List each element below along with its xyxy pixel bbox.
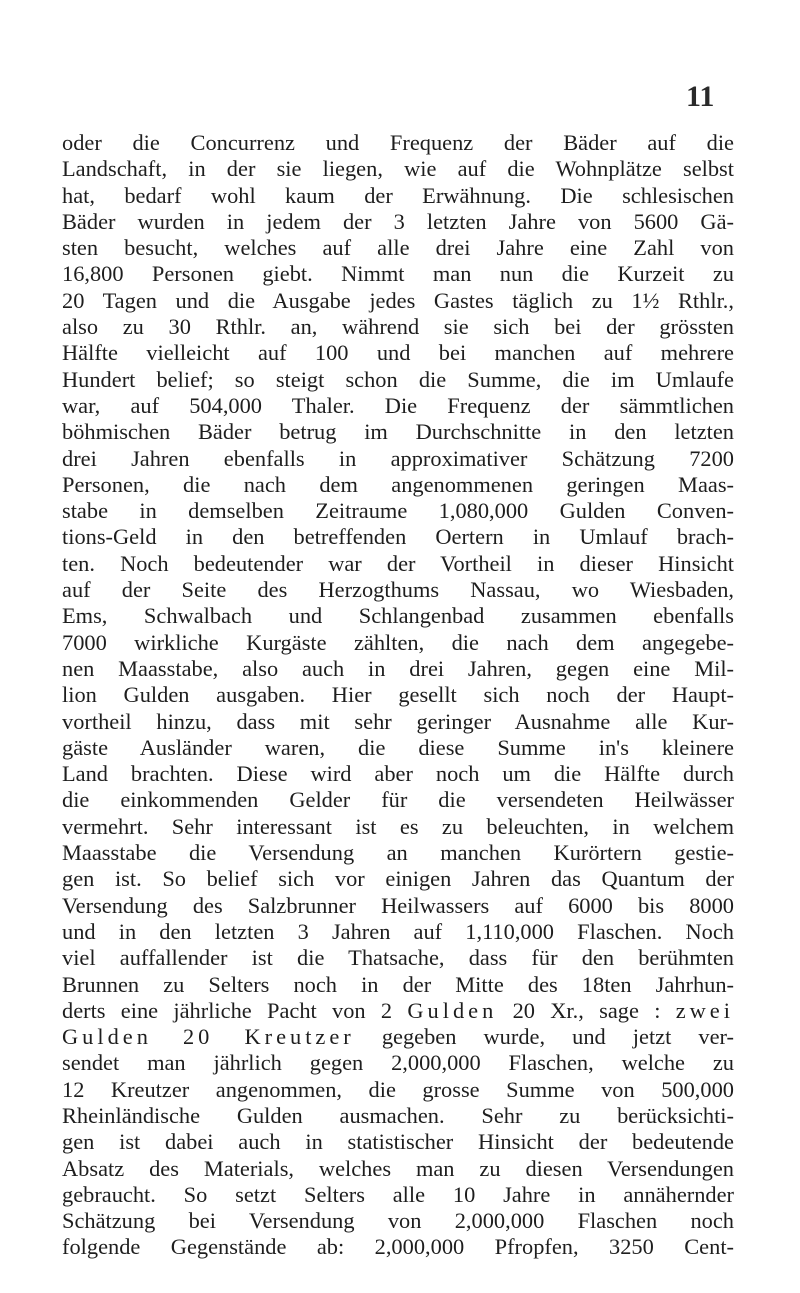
text-line: Maasstabe die Versendung an manchen Kurörtern gestie- (62, 840, 734, 866)
text-line: hat, bedarf wohl kaum der Erwähnung. Die schlesischen (62, 182, 734, 208)
text-line: stabe in demselben Zeitraume 1,080,000 Gulden Conven- (62, 498, 734, 524)
text-line: oder die Concurrenz und Frequenz der Bäder auf die (62, 130, 734, 155)
text-line: Land brachten. Diese wird aber noch um die Hälfte durch (62, 761, 734, 787)
spaced-text-segment: zwei (675, 997, 734, 1023)
text-line: Brunnen zu Selters noch in der Mitte des 18ten Jahrhun- (62, 971, 734, 997)
text-line: Absatz des Materials, welches man zu diesen Versendungen (62, 1155, 734, 1181)
text-line: sendet man jährlich gegen 2,000,000 Flaschen, welche zu (62, 1050, 734, 1076)
text-line: Hälfte vielleicht auf 100 und bei manchen auf mehrere (62, 340, 734, 366)
text-line: gen ist dabei auch in statistischer Hinsicht der bedeutende (62, 1129, 734, 1155)
text-line: die einkommenden Gelder für die versendeten Heilwässer (62, 787, 734, 813)
spaced-text-segment: Gulden 20 Kreutzer (62, 1024, 355, 1050)
text-line: sten besucht, welches auf alle drei Jahre eine Zahl von (62, 235, 734, 261)
text-line: folgende Gegenstände ab: 2,000,000 Pfropfen, 3250 Cent- (62, 1234, 734, 1260)
text-line: 20 Tagen und die Ausgabe jedes Gastes täglich zu 1½ Rthlr., (62, 287, 734, 313)
text-line: drei Jahren ebenfalls in approximativer Schätzung 7200 (62, 445, 734, 471)
text-line: Personen, die nach dem angenommenen geringen Maas- (62, 471, 734, 497)
text-line: Schätzung bei Versendung von 2,000,000 Flaschen noch (62, 1208, 734, 1234)
spaced-text-segment: Gulden (407, 997, 498, 1023)
text-segment: gegeben wurde, und jetzt ver- (354, 1024, 734, 1050)
text-line: 7000 wirkliche Kurgäste zählten, die nach dem angegebe- (62, 629, 734, 655)
text-line: gäste Ausländer waren, die diese Summe in's kleinere (62, 734, 734, 760)
text-line: gen ist. So belief sich vor einigen Jahren das Quantum der (62, 866, 734, 892)
text-line: Landschaft, in der sie liegen, wie auf die Wohnplätze selbst (62, 156, 734, 182)
text-line: nen Maasstabe, also auch in drei Jahren, gegen eine Mil- (62, 655, 734, 681)
text-line: viel auffallender ist die Thatsache, dass für den berühmten (62, 945, 734, 971)
text-line: 12 Kreutzer angenommen, die grosse Summe von 500,000 (62, 1076, 734, 1102)
text-line: ten. Noch bedeutender war der Vortheil in dieser Hinsicht (62, 550, 734, 576)
text-line: tions-Geld in den betreffenden Oertern in Umlauf brach- (62, 524, 734, 550)
text-line: Rheinländische Gulden ausmachen. Sehr zu berücksichti- (62, 1102, 734, 1128)
text-line: Versendung des Salzbrunner Heilwassers auf 6000 bis 8000 (62, 892, 734, 918)
text-line-gulden (62, 1024, 734, 1050)
text-line: 16,800 Personen giebt. Nimmt man nun die Kurzeit zu (62, 261, 734, 287)
text-line: und in den letzten 3 Jahren auf 1,110,000 Flaschen. Noch (62, 918, 734, 944)
text-line: auf der Seite des Herzogthums Nassau, wo Wiesbaden, (62, 577, 734, 603)
text-line: vermehrt. Sehr interessant ist es zu beleuchten, in welchem (62, 813, 734, 839)
body-text (62, 130, 734, 1261)
page-number: 11 (686, 80, 715, 113)
text-line: gebraucht. So setzt Selters alle 10 Jahre in annähernder (62, 1181, 734, 1207)
text-line: war, auf 504,000 Thaler. Die Frequenz der sämmtlichen (62, 392, 734, 418)
text-line: Ems, Schwalbach und Schlangenbad zusammen ebenfalls (62, 603, 734, 629)
text-line-pacht (62, 998, 734, 1024)
text-segment: 20 Xr., sage : (497, 997, 676, 1023)
text-line: also zu 30 Rthlr. an, während sie sich bei der grössten (62, 314, 734, 340)
text-line: lion Gulden ausgaben. Hier gesellt sich noch der Haupt- (62, 682, 734, 708)
text-line: Bäder wurden in jedem der 3 letzten Jahre von 5600 Gä- (62, 208, 734, 234)
text-line: vortheil hinzu, dass mit sehr geringer Ausnahme alle Kur- (62, 708, 734, 734)
text-line: Hundert belief; so steigt schon die Summe, die im Umlaufe (62, 366, 734, 392)
text-line: böhmischen Bäder betrug im Durchschnitte in den letzten (62, 419, 734, 445)
text-segment: derts eine jährliche Pacht von 2 (62, 997, 408, 1023)
